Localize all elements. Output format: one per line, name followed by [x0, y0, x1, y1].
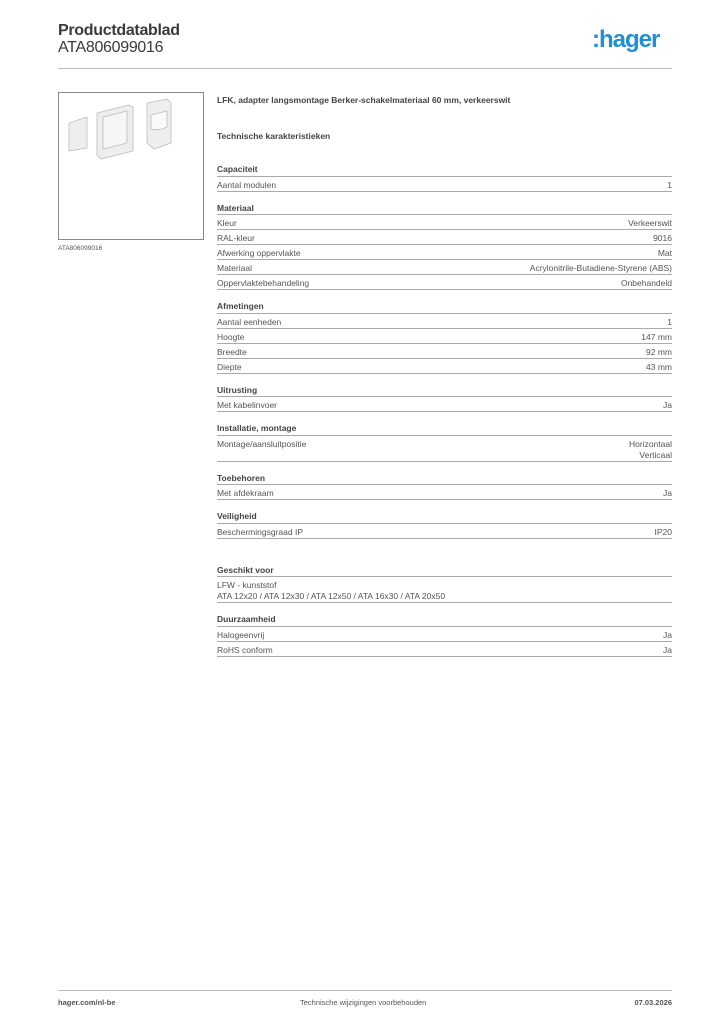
section-title: Geschikt voor — [217, 563, 672, 578]
page-title: Productdatablad — [58, 22, 180, 39]
header-divider — [58, 68, 672, 69]
spec-row — [217, 577, 672, 603]
spec-label: Hoogte — [217, 331, 245, 342]
image-caption: ATA806099016 — [58, 245, 103, 252]
spec-row — [217, 359, 672, 374]
spec-row — [217, 397, 672, 412]
spec-content — [217, 95, 672, 657]
spec-label: Met kabelinvoer — [217, 400, 278, 410]
spec-row — [217, 177, 672, 192]
section-title: Veiligheid — [217, 509, 672, 524]
spec-label: Materiaal — [217, 263, 252, 273]
spec-label: Kleur — [217, 218, 237, 228]
hager-logo: :hager — [592, 26, 660, 53]
spec-value-line: Ja — [663, 400, 672, 410]
product-description: LFK, adapter langsmontage Berker-schakelmateriaal 60 mm, verkeerswit — [217, 95, 511, 105]
spec-value — [621, 278, 672, 289]
spec-section — [217, 383, 672, 413]
spec-value — [530, 263, 672, 274]
spec-section — [217, 563, 672, 604]
spec-label: RAL-kleur — [217, 233, 255, 243]
spec-label: Beschermingsgraad IP — [217, 526, 303, 537]
spec-row — [217, 314, 672, 329]
tech-heading: Technische karakteristieken — [217, 131, 331, 141]
spec-row — [217, 485, 672, 500]
spec-row — [217, 275, 672, 290]
spec-value — [667, 180, 672, 191]
spec-section — [217, 509, 672, 539]
spec-label: RoHS conform — [217, 644, 273, 655]
spec-row — [217, 329, 672, 344]
section-title: Afmetingen — [217, 299, 672, 314]
spec-value-line: 43 mm — [646, 361, 672, 372]
spec-value-line: Onbehandeld — [620, 278, 672, 288]
spec-row — [217, 260, 672, 275]
spec-section — [217, 201, 672, 291]
spec-value-line: 92 mm — [646, 346, 672, 357]
spec-value — [628, 218, 672, 229]
spec-row — [217, 436, 672, 462]
spec-value-line: 9016 — [653, 233, 672, 243]
spec-value — [663, 488, 672, 499]
spec-value-line: Horizontaal — [629, 438, 672, 449]
spec-value-line: IP20 — [654, 526, 672, 537]
section-title: Toebehoren — [217, 471, 672, 486]
spec-row — [217, 245, 672, 260]
spec-label: Aantal modulen — [217, 179, 277, 190]
spec-label: Breedte — [217, 346, 247, 357]
spec-value-line: Acrylonitrile-Butadiene-Styrene (ABS) — [529, 263, 672, 273]
spec-value — [641, 332, 672, 343]
spec-value — [667, 317, 672, 328]
spec-label: Diepte — [217, 361, 242, 372]
spec-label: Halogeenvrij — [217, 629, 265, 640]
spec-value-line: Ja — [663, 629, 672, 640]
spec-row — [217, 344, 672, 359]
spec-value — [663, 645, 672, 656]
footer-website[interactable]: hager.com/nl-be — [58, 998, 116, 1007]
spec-value-line: Ja — [663, 644, 672, 655]
spec-value — [653, 233, 672, 244]
spec-value — [646, 347, 672, 358]
spec-row — [217, 215, 672, 230]
footer-divider — [58, 990, 672, 991]
spec-section — [217, 471, 672, 501]
spec-row — [217, 642, 672, 657]
spec-value-line: 1 — [667, 179, 672, 190]
footer-notice: Technische wijzigingen voorbehouden — [300, 998, 427, 1007]
spec-value — [655, 527, 673, 538]
spec-section — [217, 612, 672, 657]
spec-value — [658, 248, 672, 259]
spec-section — [217, 299, 672, 374]
spec-label: Oppervlaktebehandeling — [217, 278, 310, 288]
spec-label: Aantal eenheden — [217, 316, 282, 327]
section-title: Uitrusting — [217, 383, 672, 398]
spec-label: Afwerking oppervlakte — [217, 248, 301, 258]
section-title: Duurzaamheid — [217, 612, 672, 627]
spec-value — [629, 439, 672, 461]
section-title: Installatie, montage — [217, 421, 672, 436]
spec-row — [217, 230, 672, 245]
spec-value-line: Mat — [657, 248, 672, 258]
spec-value-line: 1 — [667, 316, 672, 327]
spec-section — [217, 421, 672, 462]
spec-value — [663, 400, 672, 411]
spec-section — [217, 162, 672, 192]
spec-value-line: 147 mm — [641, 331, 672, 342]
spec-value-line: Ja — [663, 488, 672, 498]
spec-label: Montage/aansluitpositie — [217, 438, 307, 449]
product-code: ATA806099016 — [58, 39, 164, 56]
product-image — [58, 92, 204, 240]
spec-value-line: Verkeerswit — [628, 218, 672, 228]
spec-value-line: Verticaal — [639, 449, 672, 460]
spec-row — [217, 627, 672, 642]
section-title: Materiaal — [217, 201, 672, 216]
spec-row — [217, 524, 672, 539]
spec-value — [663, 630, 672, 641]
footer-date: 07.03.2026 — [634, 998, 672, 1007]
spec-label: Met afdekraam — [217, 488, 274, 498]
spec-label: LFW - kunststof ATA 12x20 / ATA 12x30 / ATA 12x50 / ATA 16x30 / ATA 20x50 — [217, 580, 446, 601]
section-title: Capaciteit — [217, 162, 672, 177]
spec-value — [646, 362, 672, 373]
